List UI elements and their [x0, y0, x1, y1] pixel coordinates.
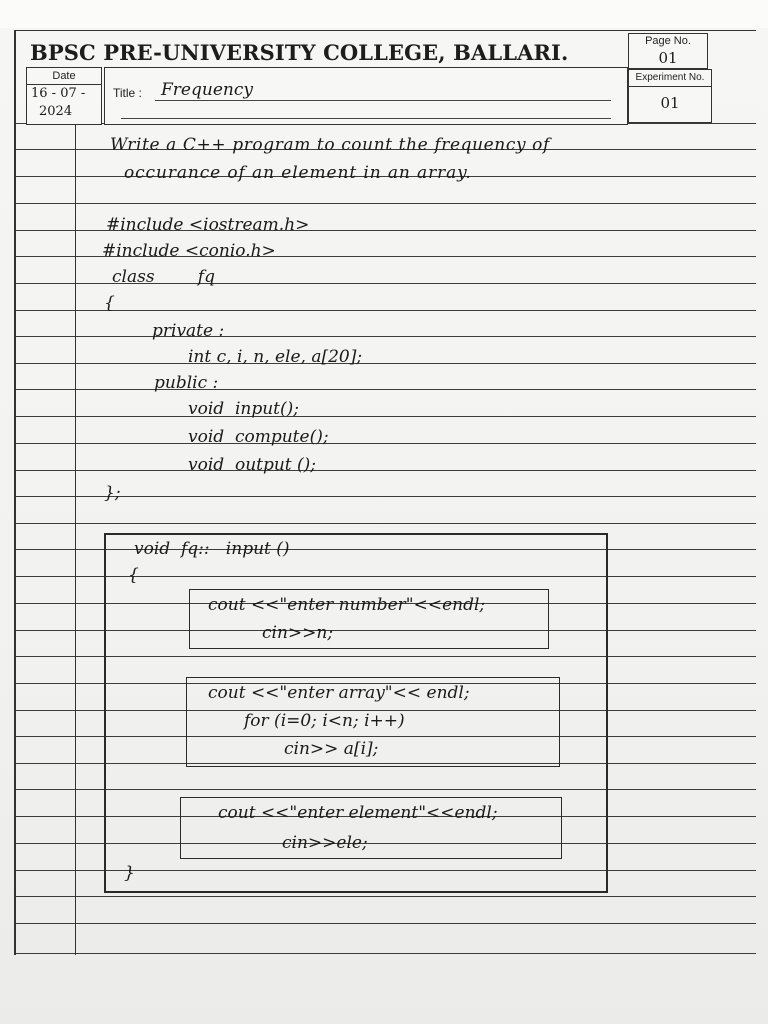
ruled-line — [16, 443, 756, 444]
function-brace-close: } — [124, 863, 135, 883]
date-label: Date — [52, 70, 76, 82]
code-void-input: void input(); — [188, 399, 300, 419]
page-number-label: Page No. — [645, 35, 691, 47]
ruled-line — [16, 496, 756, 497]
function-brace-open: { — [128, 565, 139, 585]
code-void-compute: void compute(); — [188, 427, 329, 447]
date-box — [26, 67, 102, 125]
code-brace-close: }; — [104, 483, 121, 503]
ruled-line — [16, 953, 756, 954]
date-line-1: 16 - 07 - — [31, 86, 86, 101]
ruled-line — [16, 389, 756, 390]
block2-cin: cin>> a[i]; — [284, 739, 379, 759]
margin-line — [75, 123, 76, 955]
code-brace-open: { — [104, 293, 115, 313]
question-line-2: occurance of an element in an array. — [124, 163, 472, 183]
block1-cout: cout <<"enter number"<<endl; — [208, 595, 486, 615]
ruled-line — [16, 896, 756, 897]
experiment-number-box — [628, 69, 712, 123]
block1-cin: cin>>n; — [262, 623, 334, 643]
record-page — [14, 30, 756, 955]
block2-cout: cout <<"enter array"<< endl; — [208, 683, 470, 703]
title-value: Frequency — [161, 80, 253, 100]
code-members: int c, i, n, ele, a[20]; — [188, 347, 363, 367]
paper-top-edge — [0, 0, 768, 28]
title-box — [104, 67, 628, 125]
ruled-line — [16, 363, 756, 364]
block3-cin: cin>>ele; — [282, 833, 368, 853]
date-line-2: 2024 — [39, 104, 73, 119]
college-name: BPSC PRE-UNIVERSITY COLLEGE, BALLARI. — [30, 40, 569, 65]
ruled-line — [16, 416, 756, 417]
page-number-box — [628, 33, 708, 69]
ruled-line — [16, 310, 756, 311]
ruled-line — [16, 336, 756, 337]
code-include-conio: #include <conio.h> — [102, 241, 276, 261]
code-void-output: void output (); — [188, 455, 317, 475]
code-include-iostream: #include <iostream.h> — [106, 215, 310, 235]
code-private: private : — [152, 321, 225, 341]
block3-cout: cout <<"enter element"<<endl; — [218, 803, 498, 823]
experiment-number-label: Experiment No. — [635, 72, 705, 83]
function-header: void fq:: input () — [134, 539, 290, 559]
code-class-fq: class fq — [112, 267, 215, 287]
question-line-1: Write a C++ program to count the frequency of — [110, 135, 550, 155]
ruled-line — [16, 523, 756, 524]
page-number-value: 01 — [658, 49, 678, 67]
title-label: Title : — [113, 86, 142, 100]
experiment-number-value: 01 — [660, 94, 680, 112]
ruled-line — [16, 203, 756, 204]
code-public: public : — [154, 373, 219, 393]
block2-for: for (i=0; i<n; i++) — [244, 711, 405, 731]
ruled-line — [16, 470, 756, 471]
ruled-line — [16, 923, 756, 924]
